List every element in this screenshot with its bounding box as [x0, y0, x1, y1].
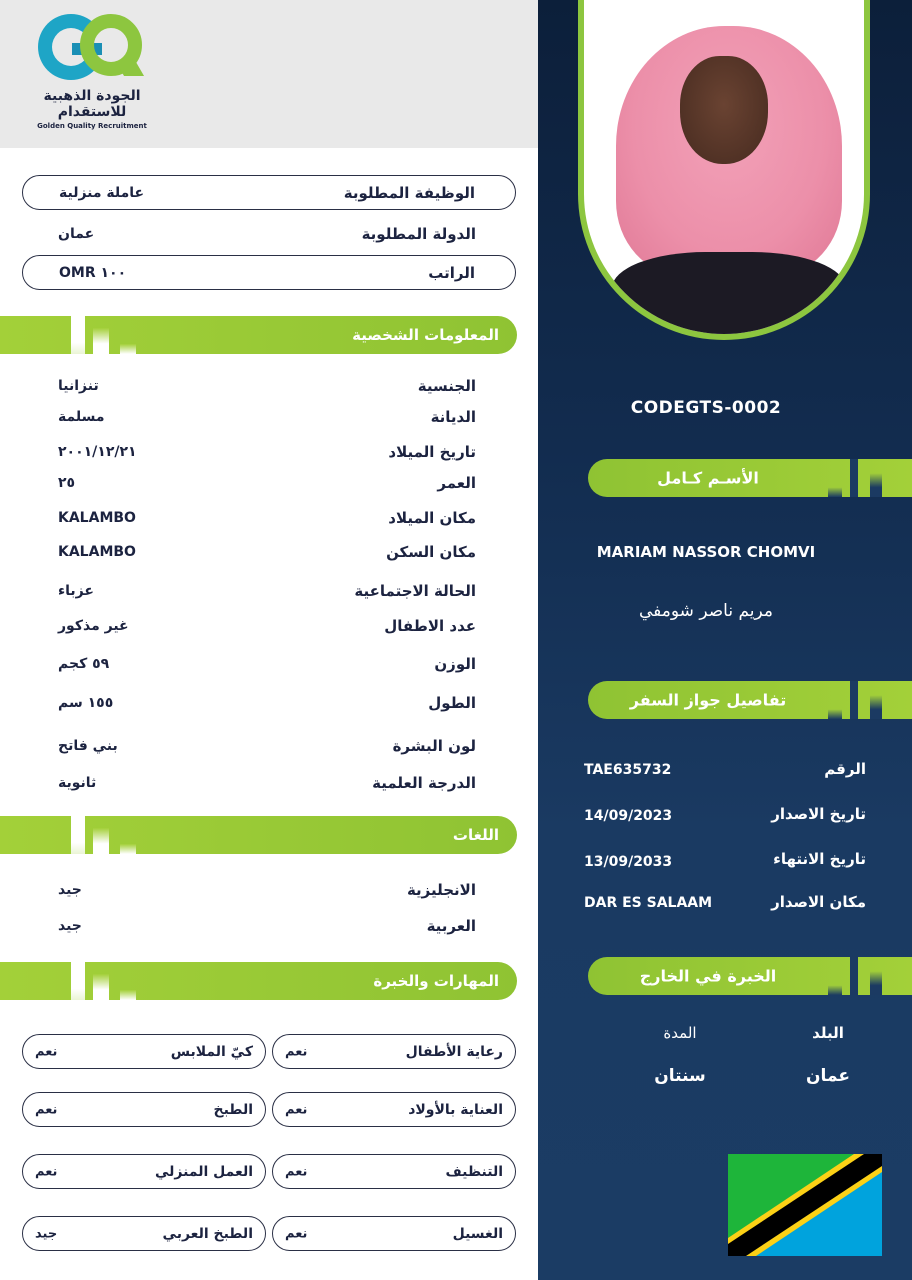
info-row [22, 770, 516, 796]
passport-label: مكان الاصدار [771, 893, 866, 911]
brand-name-ar-2: للاستقدام [57, 104, 127, 120]
info-row [22, 690, 516, 716]
skill-label: العناية بالأولاد [408, 1101, 503, 1118]
job-label: الراتب [428, 263, 475, 282]
face-shape [680, 56, 768, 164]
info-row [22, 733, 516, 759]
info-label: الجنسية [417, 377, 476, 395]
job-value: OMR ١٠٠ [59, 264, 127, 281]
info-value: تنزانيا [58, 378, 99, 394]
section-title: المعلومات الشخصية [352, 326, 499, 344]
skill-item [272, 1154, 516, 1189]
abaya-shape [612, 252, 846, 334]
candidate-name-en: MARIAM NASSOR CHOMVI [596, 543, 816, 561]
info-label: عدد الاطفال [384, 617, 476, 635]
section-title: الأسـم كـامل [657, 468, 759, 488]
skill-item [22, 1034, 266, 1069]
job-row-position [22, 175, 516, 210]
info-label: العمر [437, 474, 476, 492]
skill-item [272, 1216, 516, 1251]
info-value: ١٥٥ سم [58, 695, 114, 711]
language-label: الانجليزية [406, 881, 476, 899]
info-row [22, 404, 516, 430]
info-row [22, 613, 516, 639]
passport-value: DAR ES SALAAM [584, 895, 713, 911]
candidate-code: CODEGTS-0002 [630, 398, 782, 418]
skill-item [22, 1216, 266, 1251]
section-title: المهارات والخبرة [373, 972, 499, 990]
info-value: KALAMBO [58, 544, 136, 560]
skill-label: رعاية الأطفال [405, 1043, 503, 1060]
skill-value: نعم [35, 1102, 58, 1117]
info-row [22, 578, 516, 604]
info-value: ثانوية [58, 775, 97, 791]
tanzania-flag-icon [728, 1154, 882, 1256]
skill-value: نعم [285, 1226, 308, 1241]
section-header-personal [0, 316, 517, 354]
info-value: ٥٩ كجم [58, 656, 110, 672]
skill-value: نعم [285, 1102, 308, 1117]
info-value: مسلمة [58, 409, 105, 425]
job-label: الدولة المطلوبة [361, 224, 476, 243]
info-row [22, 539, 516, 565]
section-header-passport [588, 681, 912, 719]
brand-name-en: Golden Quality Recruitment [37, 122, 147, 130]
info-row [22, 439, 516, 465]
skill-item [22, 1092, 266, 1127]
passport-value: 14/09/2023 [584, 808, 673, 824]
company-logo [36, 14, 148, 130]
skill-label: كيّ الملابس [170, 1043, 253, 1060]
section-title: الخبرة في الخارج [639, 966, 777, 986]
experience-country-header: البلد [812, 1024, 844, 1042]
info-value: ٢٠٠١/١٢/٢١ [58, 444, 137, 460]
skill-value: نعم [35, 1044, 58, 1059]
photo-frame [578, 0, 870, 340]
experience-duration: سنتان [654, 1066, 706, 1086]
skill-label: الغسيل [452, 1225, 503, 1242]
job-value: عاملة منزلية [59, 184, 145, 201]
skill-value: نعم [35, 1164, 58, 1179]
info-row [22, 651, 516, 677]
info-label: الديانة [430, 408, 476, 426]
skill-value: نعم [285, 1044, 308, 1059]
language-row [22, 877, 516, 903]
job-value: عمان [58, 225, 95, 242]
language-label: العربية [426, 917, 476, 935]
skill-label: العمل المنزلي [155, 1163, 253, 1180]
skill-item [22, 1154, 266, 1189]
job-row-country [22, 216, 516, 251]
info-row [22, 373, 516, 399]
section-header-full-name [588, 459, 912, 497]
info-label: الوزن [434, 655, 476, 673]
brand-name-ar-1: الجودة الذهبية [43, 88, 141, 104]
job-label: الوظيفة المطلوبة [343, 183, 475, 202]
info-value: غير مذكور [58, 618, 129, 634]
info-row [22, 505, 516, 531]
right-panel [538, 0, 912, 1280]
skill-label: الطبخ العربي [162, 1225, 253, 1242]
passport-label: تاريخ الانتهاء [773, 850, 866, 868]
passport-label: الرقم [824, 760, 866, 778]
info-label: تاريخ الميلاد [388, 443, 476, 461]
passport-value: 13/09/2033 [584, 854, 673, 870]
info-label: مكان السكن [386, 543, 476, 561]
skill-value: جيد [35, 1226, 58, 1241]
info-label: لون البشرة [392, 737, 476, 755]
experience-country: عمان [806, 1066, 850, 1086]
language-level: جيد [58, 882, 82, 898]
job-row-salary [22, 255, 516, 290]
language-level: جيد [58, 918, 82, 934]
passport-value: TAE635732 [584, 762, 672, 778]
passport-label: تاريخ الاصدار [771, 805, 866, 823]
experience-duration-header: المدة [663, 1024, 697, 1042]
skill-value: نعم [285, 1164, 308, 1179]
section-header-experience [588, 957, 912, 995]
section-header-languages [0, 816, 517, 854]
logo-band [0, 0, 538, 148]
info-label: الدرجة العلمية [372, 774, 476, 792]
section-header-skills [0, 962, 517, 1000]
info-value: بني فاتح [58, 738, 118, 754]
gq-logo-icon [36, 14, 144, 82]
info-value: ٢٥ [58, 475, 76, 491]
language-row [22, 913, 516, 939]
info-label: الحالة الاجتماعية [354, 582, 476, 600]
section-title: اللغات [452, 826, 499, 844]
section-title: تفاصيل جواز السفر [629, 690, 787, 710]
candidate-photo [584, 0, 864, 334]
info-row [22, 470, 516, 496]
skill-label: التنظيف [445, 1163, 503, 1180]
info-value: عزباء [58, 583, 94, 599]
skill-item [272, 1092, 516, 1127]
info-value: KALAMBO [58, 510, 136, 526]
info-label: مكان الميلاد [388, 509, 476, 527]
info-label: الطول [428, 694, 476, 712]
candidate-name-ar: مريم ناصر شومفي [639, 601, 773, 621]
skill-item [272, 1034, 516, 1069]
skill-label: الطبخ [213, 1101, 253, 1118]
